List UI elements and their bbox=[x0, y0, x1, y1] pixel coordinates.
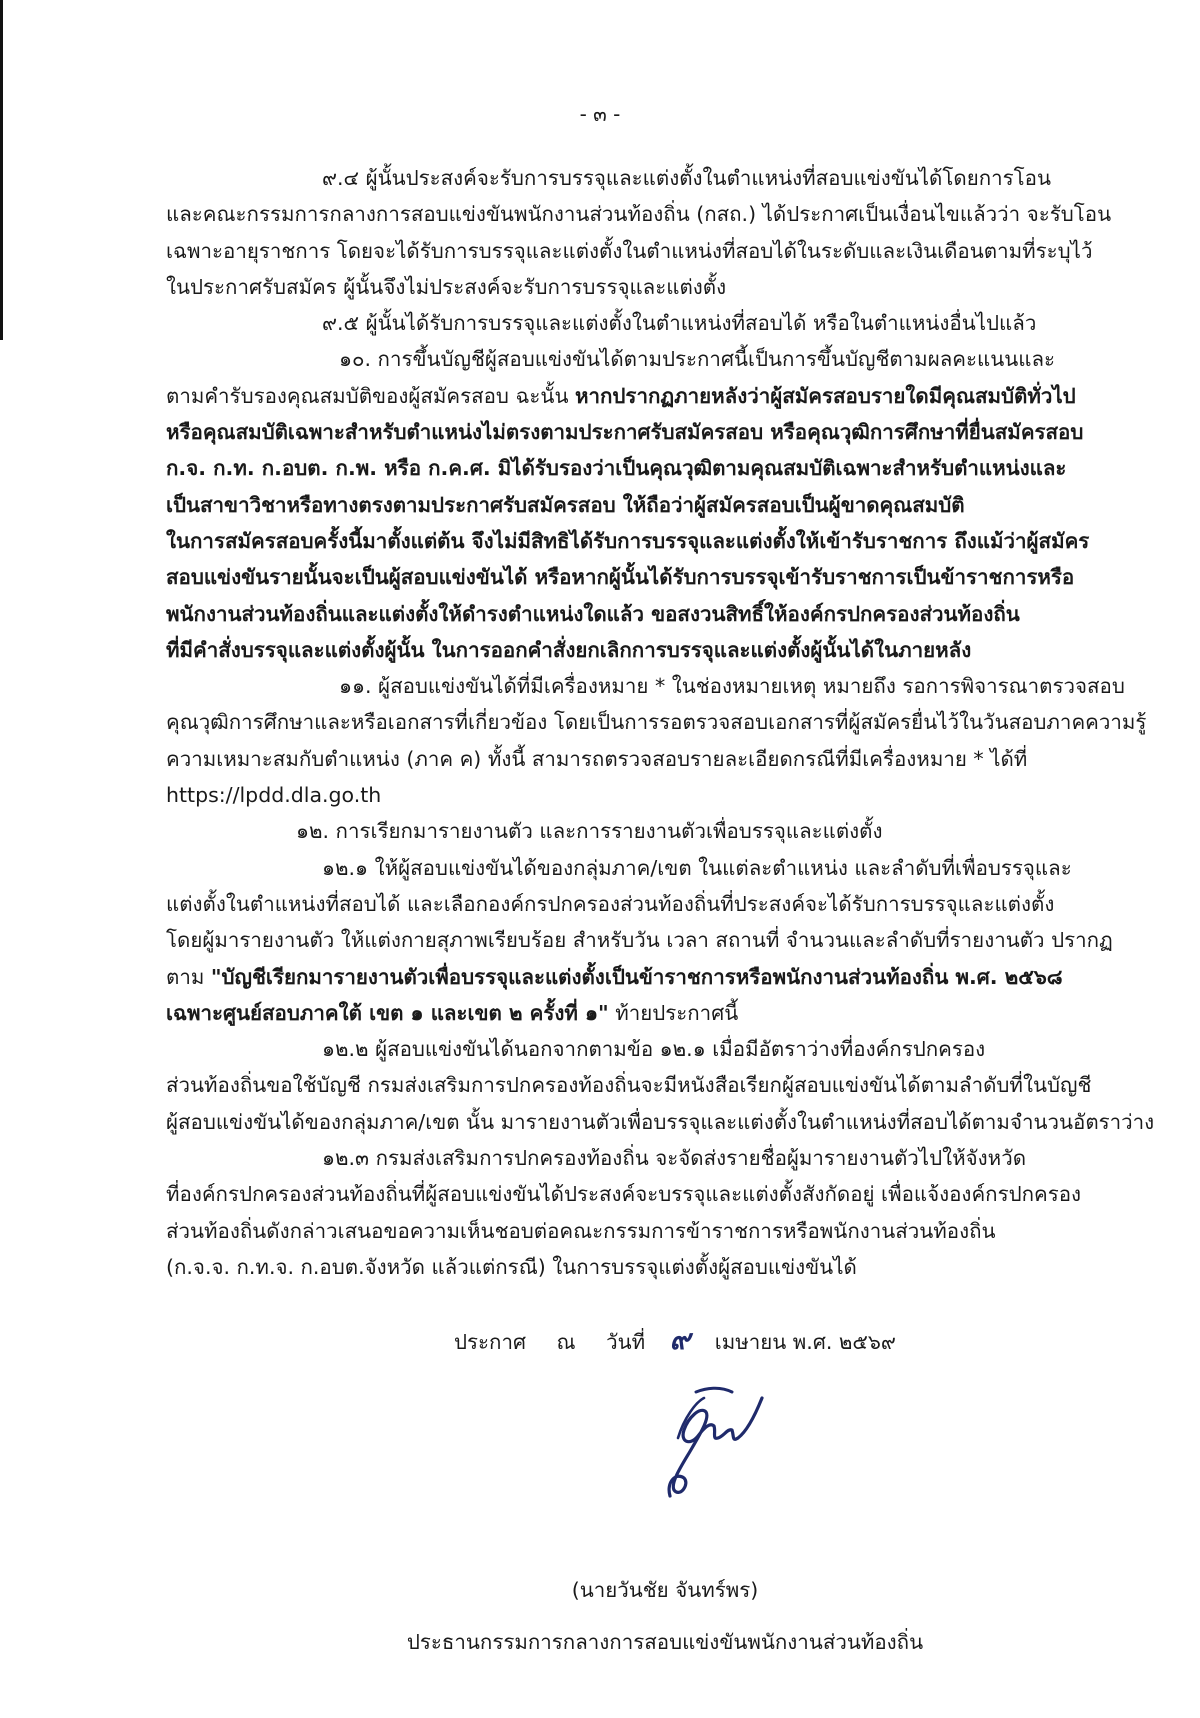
clause-11 bbox=[166, 668, 1147, 777]
clause-10 bbox=[166, 341, 1090, 668]
clause-11-line: คุณวุฒิการศึกษาและหรือเอกสารที่เกี่ยวข้อง โดยเป็นการรอตรวจสอบเอกสารที่ผู้สมัครยื่นไว้ในวันสอบภาคความรู้ bbox=[166, 710, 1147, 735]
clause-12-1-line: แต่งตั้งในตำแหน่งที่สอบได้ และเลือกองค์กรปกครองส่วนท้องถิ่นที่ประสงค์จะได้รับการบรรจุและแต่งตั้ง bbox=[166, 891, 1055, 916]
clause-12-3 bbox=[166, 1140, 1090, 1285]
clause-10-line: ที่มีคำสั่งบรรจุและแต่งตั้งผู้นั้น ในการออกคำสั่งยกเลิกการบรรจุและแต่งตั้งผู้นั้นได้ในภายหลัง bbox=[166, 637, 972, 662]
clause-12-1-line: ๑๒.๑ ให้ผู้สอบแข่งขันได้ของกลุ่มภาค/เขต ในแต่ละตำแหน่ง และลำดับที่เพื่อบรรจุและ bbox=[322, 855, 1072, 880]
clause-10-line bbox=[166, 378, 1090, 414]
clause-12-line: ๑๒. การเรียกมารายงานตัว และการรายงานตัวเพื่อบรรจุและแต่งตั้ง bbox=[296, 819, 883, 844]
clause-9-4-line: เฉพาะอายุราชการ โดยจะได้รับการบรรจุและแต่งตั้งในตำแหน่งที่สอบได้ในระดับและเงินเดือนตามที่ระบุไว้ bbox=[166, 238, 1093, 263]
scan-edge-mark bbox=[0, 0, 3, 340]
roll-call-list-title: "บัญชีเรียกมารายงานตัวเพื่อบรรจุและแต่งตั้งเป็นข้าราชการหรือพนักงานส่วนท้องถิ่น พ.ศ. ๒๕๖๘ bbox=[210, 964, 1063, 989]
signer-title: ประธานกรรมการกลางการสอบแข่งขันพนักงานส่วนท้องถิ่น bbox=[406, 1630, 924, 1654]
clause-9-4-line: ในประกาศรับสมัคร ผู้นั้นจึงไม่ประสงค์จะรับการบรรจุและแต่งตั้ง bbox=[166, 274, 727, 299]
clause-9-4-line: ๙.๔ ผู้นั้นประสงค์จะรับการบรรจุและแต่งตั้งในตำแหน่งที่สอบแข่งขันได้โดยการโอน bbox=[322, 166, 1051, 190]
clause-10-line: พนักงานส่วนท้องถิ่นและแต่งตั้งให้ดำรงตำแหน่งใดแล้ว ขอสงวนสิทธิ์ให้องค์กรปกครองส่วนท้องถิ่น bbox=[166, 601, 1020, 626]
clause-10-bold: หากปรากฏภายหลังว่าผู้สมัครสอบรายใดมีคุณสมบัติทั่วไป bbox=[574, 383, 1076, 408]
lpdd-url: https://lpdd.dla.go.th bbox=[166, 783, 382, 808]
clause-11-line: ความเหมาะสมกับตำแหน่ง (ภาค ค) ทั้งนี้ สามารถตรวจสอบรายละเอียดกรณีที่มีเครื่องหมาย * ได้ที่ bbox=[166, 746, 1028, 771]
clause-12-1 bbox=[166, 850, 1113, 1031]
clause-10-line: หรือคุณสมบัติเฉพาะสำหรับตำแหน่งไม่ตรงตามประกาศรับสมัครสอบ หรือคุณวุฒิการศึกษาที่ยื่นสมัครสอบ bbox=[166, 420, 1084, 445]
clause-12-3-line: ที่องค์กรปกครองส่วนท้องถิ่นที่ผู้สอบแข่งขันได้ประสงค์จะบรรจุและแต่งตั้งสังกัดอยู่ เพื่อแจ้งองค์กรปกครอง bbox=[166, 1182, 1082, 1207]
roll-call-list-title-cont: เฉพาะศูนย์สอบภาคใต้ เขต ๑ และเขต ๒ ครั้งที่ ๑" bbox=[166, 1000, 609, 1025]
announce-month-year: เมษายน พ.ศ. ๒๕๖๙ bbox=[714, 1330, 896, 1354]
signature-image bbox=[640, 1378, 770, 1508]
clause-10-line: ๑๐. การขึ้นบัญชีผู้สอบแข่งขันได้ตามประกาศนี้เป็นการขึ้นบัญชีตามผลคะแนนและ bbox=[339, 347, 1056, 372]
clause-12-2-line: ๑๒.๒ ผู้สอบแข่งขันได้นอกจากตามข้อ ๑๒.๑ เมื่อมีอัตราว่างที่องค์กรปกครอง bbox=[322, 1037, 986, 1062]
clause-12-2-line: ผู้สอบแข่งขันได้ของกลุ่มภาค/เขต นั้น มารายงานตัวเพื่อบรรจุและแต่งตั้งในตำแหน่งที่สอบได้ตามจำนวนอัตราว่าง bbox=[166, 1109, 1155, 1134]
clause-10-line: ก.จ. ก.ท. ก.อบต. ก.พ. หรือ ก.ค.ศ. มิได้รับรองว่าเป็นคุณวุฒิตามคุณสมบัติเฉพาะสำหรับตำแหน่งและ bbox=[166, 456, 1067, 481]
clause-12-1-line: โดยผู้มารายงานตัว ให้แต่งกายสุภาพเรียบร้อย สำหรับวัน เวลา สถานที่ จำนวนและลำดับที่รายงานตัว ปรากฏ bbox=[166, 928, 1113, 953]
clause-12-3-line: ๑๒.๓ กรมส่งเสริมการปกครองท้องถิ่น จะจัดส่งรายชื่อผู้มารายงานตัวไปให้จังหวัด bbox=[322, 1146, 1027, 1171]
clause-11-line: ๑๑. ผู้สอบแข่งขันได้ที่มีเครื่องหมาย * ในช่องหมายเหตุ หมายถึง รอการพิจารณาตรวจสอบ bbox=[339, 674, 1125, 699]
clause-10-line: ในการสมัครสอบครั้งนี้มาตั้งแต่ต้น จึงไม่มีสิทธิได้รับการบรรจุและแต่งตั้งให้เข้ารับราชการ ถึงแม้ว่าผู้สมัคร bbox=[166, 528, 1090, 553]
signer-name: (นายวันชัย จันทร์พร) bbox=[571, 1578, 759, 1602]
clause-10-line: เป็นสาขาวิชาหรือทางตรงตามประกาศรับสมัครสอบ ให้ถือว่าผู้สมัครสอบเป็นผู้ขาดคุณสมบัติ bbox=[166, 492, 965, 517]
clause-9-5 bbox=[166, 305, 1090, 341]
clause-12-1-tail: ท้ายประกาศนี้ bbox=[608, 1000, 739, 1025]
clause-10-lead: ตามคำรับรองคุณสมบัติของผู้สมัครสอบ ฉะนั้น bbox=[166, 383, 575, 408]
clause-9-5-line: ๙.๕ ผู้นั้นได้รับการบรรจุและแต่งตั้งในตำแหน่งที่สอบได้ หรือในตำแหน่งอื่นไปแล้ว bbox=[322, 311, 1037, 336]
announce-label: ประกาศ bbox=[454, 1330, 526, 1354]
clause-12 bbox=[166, 813, 1090, 849]
clause-12-1-line bbox=[166, 959, 1090, 995]
clause-9-4-line: และคณะกรรมการกลางการสอบแข่งขันพนักงานส่วนท้องถิ่น (กสถ.) ได้ประกาศเป็นเงื่อนไขแล้วว่า จะรับโอน bbox=[166, 202, 1112, 227]
announcement-date-line bbox=[454, 1318, 896, 1362]
clause-10-line: สอบแข่งขันรายนั้นจะเป็นผู้สอบแข่งขันได้ หรือหากผู้นั้นได้รับการบรรจุเข้ารับราชการเป็นข้าราชการหรือ bbox=[166, 565, 1075, 590]
clause-9-4 bbox=[166, 160, 1112, 305]
announce-day-label: วันที่ bbox=[606, 1330, 646, 1354]
clause-12-3-line: (ก.จ.จ. ก.ท.จ. ก.อบต.จังหวัด แล้วแต่กรณี) ในการบรรจุแต่งตั้งผู้สอบแข่งขันได้ bbox=[166, 1254, 857, 1279]
document-body bbox=[166, 160, 1155, 1285]
clause-12-3-line: ส่วนท้องถิ่นดังกล่าวเสนอขอความเห็นชอบต่อคณะกรรมการข้าราชการหรือพนักงานส่วนท้องถิ่น bbox=[166, 1218, 996, 1243]
clause-12-1-lead: ตาม bbox=[166, 964, 211, 989]
clause-12-1-line bbox=[166, 995, 1090, 1031]
announce-day: ๙ bbox=[669, 1323, 691, 1356]
page-number: - ๓ - bbox=[579, 102, 621, 126]
clause-12-2-line: ส่วนท้องถิ่นขอใช้บัญชี กรมส่งเสริมการปกครองท้องถิ่นจะมีหนังสือเรียกผู้สอบแข่งขันได้ตามลำดับที่ในบัญชี bbox=[166, 1073, 1092, 1098]
clause-12-2 bbox=[166, 1031, 1155, 1140]
announce-at: ณ bbox=[556, 1330, 576, 1354]
